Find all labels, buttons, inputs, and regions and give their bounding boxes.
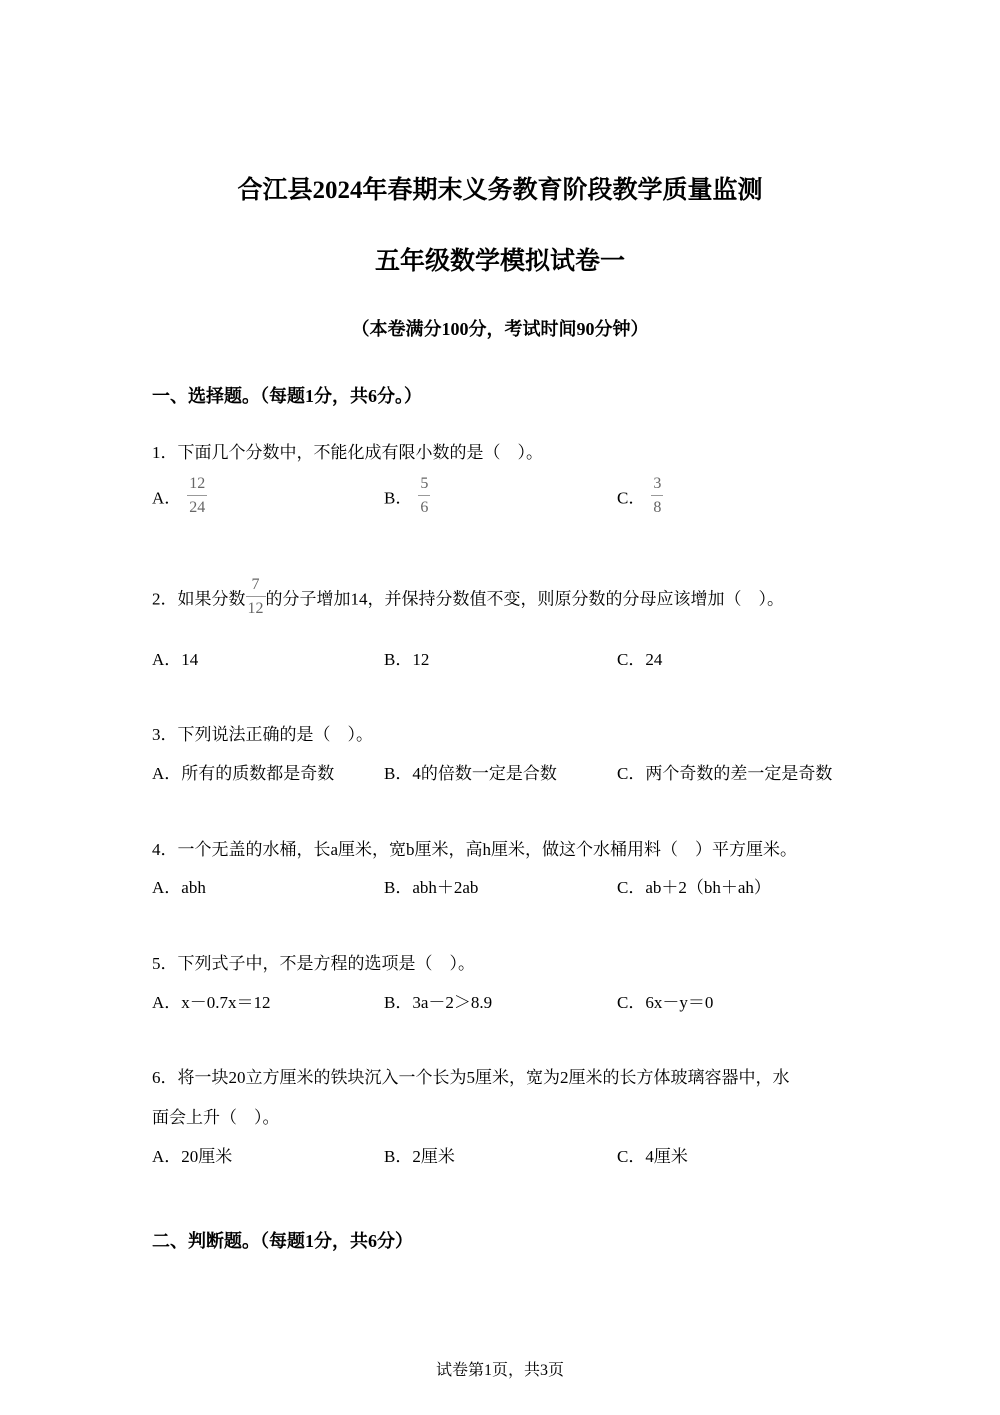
q1-option-a-label: A． <box>152 488 182 508</box>
q4-option-c: C．ab＋2（bh＋ah） <box>617 878 771 897</box>
question-6-text-line1: 6．将一块20立方厘米的铁块沉入一个长为5厘米，宽为2厘米的长方体玻璃容器中，水 <box>152 1068 790 1087</box>
fraction-denominator: 8 <box>653 499 662 516</box>
question-2-text-after: 的分子增加14，并保持分数值不变，则原分数的分母应该增加（ ）。 <box>265 589 784 609</box>
q2-option-c: C．24 <box>617 650 663 669</box>
fraction-denominator: 12 <box>247 600 264 617</box>
exam-subtitle: 五年级数学模拟试卷一 <box>374 248 625 275</box>
q5-option-a: A．x－0.7x＝12 <box>152 993 271 1012</box>
exam-title: 合江县2024年春期末义务教育阶段教学质量监测 <box>237 177 763 204</box>
question-2-fraction <box>246 577 266 617</box>
q1-option-c-fraction <box>651 476 663 516</box>
page-footer: 试卷第1页，共3页 <box>435 1362 564 1379</box>
fraction-numerator: 3 <box>651 476 663 496</box>
q2-option-b: B．12 <box>384 650 430 669</box>
q1-option-a <box>152 476 207 516</box>
q3-option-a: A．所有的质数都是奇数 <box>152 764 335 783</box>
exam-note: （本卷满分100分，考试时间90分钟） <box>351 319 649 339</box>
q1-option-b <box>384 476 430 516</box>
q3-option-b: B．4的倍数一定是合数 <box>384 764 557 783</box>
q3-option-c: C．两个奇数的差一定是奇数 <box>617 764 833 783</box>
question-4-text: 4．一个无盖的水桶，长a厘米，宽b厘米，高h厘米，做这个水桶用料（ ）平方厘米。 <box>152 840 798 859</box>
question-5-text: 5．下列式子中，不是方程的选项是（ ）。 <box>152 954 475 973</box>
fraction-numerator: 7 <box>246 577 266 597</box>
q6-option-b: B．2厘米 <box>384 1147 455 1166</box>
fraction-denominator: 6 <box>420 499 429 516</box>
q5-option-c: C．6x－y＝0 <box>617 993 714 1012</box>
q4-option-b: B．abh＋2ab <box>384 878 479 897</box>
q5-option-b: B．3a－2＞8.9 <box>384 993 493 1012</box>
question-3-text: 3．下列说法正确的是（ ）。 <box>152 725 373 744</box>
q6-option-a: A．20厘米 <box>152 1147 233 1166</box>
q1-option-a-fraction <box>187 476 207 516</box>
q1-option-c <box>617 476 663 516</box>
q6-option-c: C．4厘米 <box>617 1147 688 1166</box>
fraction-numerator: 12 <box>187 476 207 496</box>
fraction-denominator: 24 <box>189 499 206 516</box>
q2-option-a: A．14 <box>152 650 199 669</box>
question-1-text: 1．下面几个分数中，不能化成有限小数的是（ ）。 <box>152 443 543 462</box>
q4-option-a: A．abh <box>152 878 206 897</box>
section-heading-judgement: 二、判断题。（每题1分，共6分） <box>152 1231 413 1251</box>
q1-option-c-label: C． <box>617 488 646 508</box>
q1-option-b-label: B． <box>384 488 413 508</box>
question-6-text-line2: 面会上升（ ）。 <box>152 1108 280 1127</box>
question-2-text <box>152 577 784 617</box>
section-heading-choice: 一、选择题。（每题1分，共6分。） <box>152 386 422 406</box>
question-2-text-before: 2．如果分数 <box>152 589 246 609</box>
q1-option-b-fraction <box>418 476 430 516</box>
fraction-numerator: 5 <box>418 476 430 496</box>
